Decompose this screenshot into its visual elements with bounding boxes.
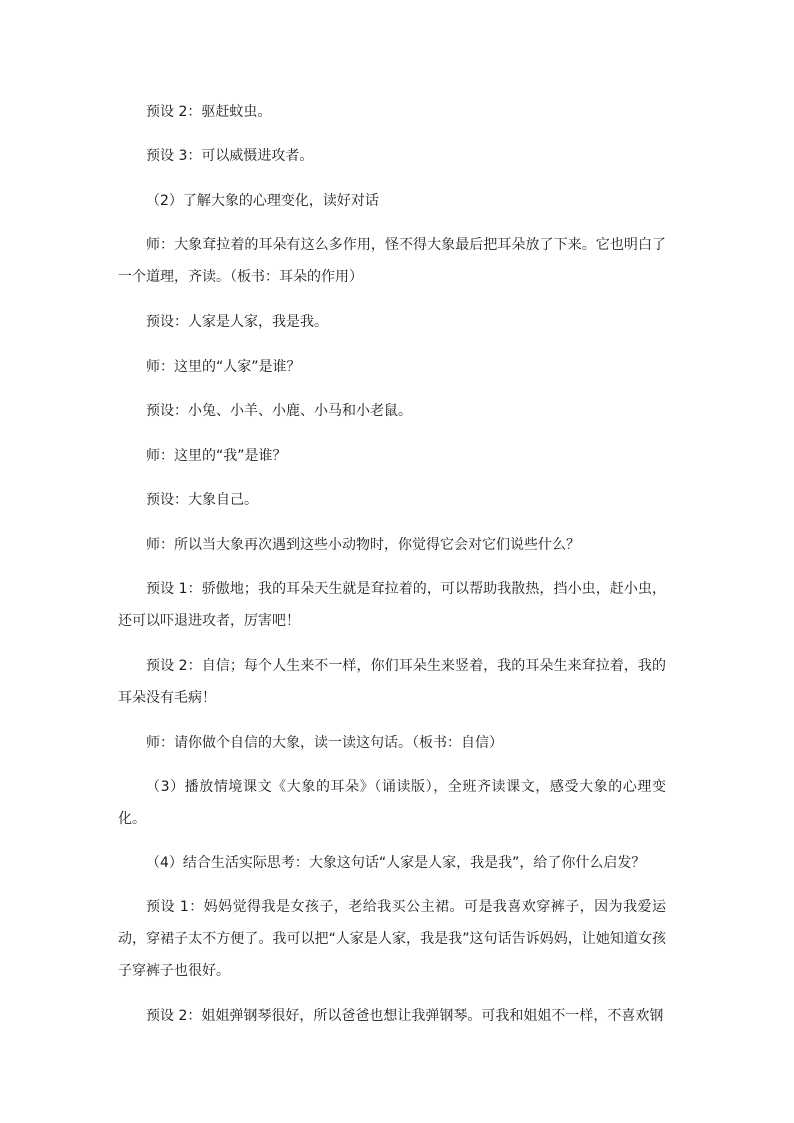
paragraph-preset-2-mosquitoes: 预设 2：驱赶蚊虫。 — [146, 104, 272, 120]
paragraph-preset-others-are-others: 预设：人家是人家，我是我。 — [146, 314, 328, 330]
paragraph-teacher-who-me: 师：这里的“我”是谁？ — [146, 448, 287, 464]
paragraph-preset-2-sister-piano: 预设 2：姐姐弹钢琴很好，所以爸爸也想让我弹钢琴。可我和姐姐不一样，不喜欢钢 — [146, 1008, 664, 1024]
paragraph-teacher-what-say: 师：所以当大象再次遇到这些小动物时，你觉得它会对它们说些什么？ — [146, 537, 580, 553]
paragraph-section-2-heading: （2）了解大象的心理变化，读好对话 — [146, 193, 379, 209]
paragraph-preset-2-confident: 预设 2：自信；每个人生来不一样，你们耳朵生来竖着，我的耳朵生来耷拉着，我的耳朵没有毛病！ — [118, 658, 666, 706]
paragraph-section-4-reflection: （4）结合生活实际思考：大象这句话“人家是人家，我是我”，给了你什么启发？ — [146, 855, 646, 871]
paragraph-teacher-who-others: 师：这里的“人家”是谁？ — [146, 359, 301, 375]
paragraph-preset-elephant-self: 预设：大象自己。 — [146, 492, 258, 508]
paragraph-preset-3-deter: 预设 3：可以威慑进攻者。 — [146, 148, 314, 164]
paragraph-preset-1-mom-dress: 预设 1：妈妈觉得我是女孩子，老给我买公主裙。可是我喜欢穿裤子，因为我爱运动，穿裙子太不方便了。我可以把“人家是人家，我是我”这句话告诉妈妈，让她知道女孩子穿裤子也很好。 — [118, 899, 666, 979]
paragraph-preset-1-proud: 预设 1：骄傲地；我的耳朵天生就是耷拉着的，可以帮助我散热，挡小虫，赶小虫，还可以吓退进攻者，厉害吧！ — [118, 581, 666, 629]
paragraph-teacher-confident-read: 师：请你做个自信的大象，读一读这句话。（板书：自信） — [146, 735, 503, 751]
paragraph-teacher-ear-function: 师：大象耷拉着的耳朵有这么多作用，怪不得大象最后把耳朵放了下来。它也明白了一个道理，齐读。（板书：耳朵的作用） — [118, 237, 666, 285]
paragraph-section-3-play-text: （3）播放情境课文《大象的耳朵》（诵读版），全班齐读课文，感受大象的心理变化。 — [118, 779, 666, 827]
paragraph-preset-animals: 预设：小兔、小羊、小鹿、小马和小老鼠。 — [146, 403, 412, 419]
